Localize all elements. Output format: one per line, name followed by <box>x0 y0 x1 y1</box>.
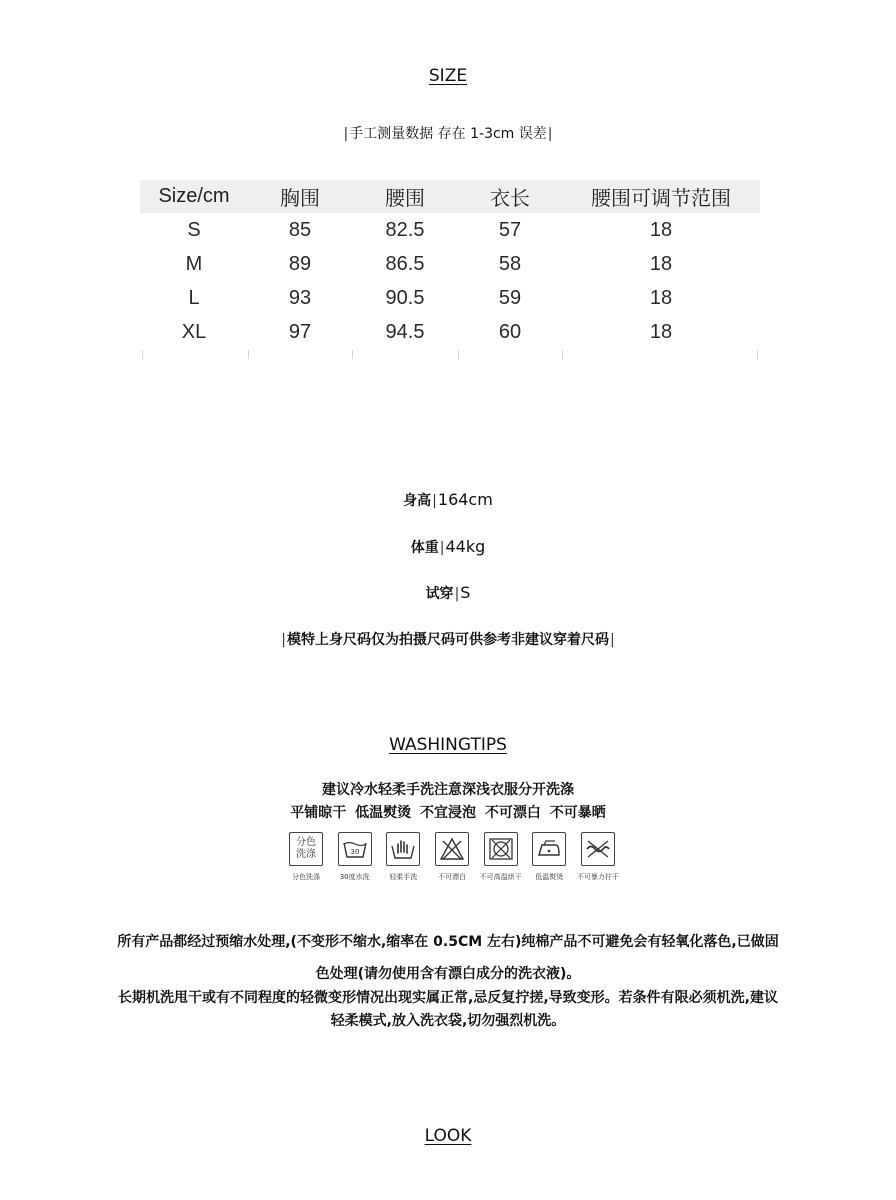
washing-line-1: 建议冷水轻柔手洗注意深浅衣服分开洗涤 <box>322 782 574 798</box>
header-waist-adjust: 腰围可调节范围 <box>591 188 731 210</box>
care-icon-caption: 不可高温烘干 <box>479 873 522 881</box>
model-tryon: 试穿|S <box>425 583 471 602</box>
divider-tick <box>248 350 249 359</box>
notice-line-3: 长期机洗甩干或有不同程度的轻微变形情况出现实属正常,忌反复拧搓,导致变形。若条件有限必须机洗,建议 <box>118 990 778 1006</box>
wash-30-icon <box>338 832 372 866</box>
row-bust: 93 <box>288 286 312 309</box>
care-icon-item <box>333 832 377 882</box>
care-icon-caption: 30度水洗 <box>339 873 370 881</box>
care-icon-caption: 分色洗涤 <box>292 873 320 881</box>
low-iron-icon <box>532 832 566 866</box>
tryon-value: S <box>460 583 471 602</box>
table-row <box>140 315 760 349</box>
height-value: 164cm <box>437 490 493 509</box>
separate-wash-icon: 分色 洗涤 <box>289 832 323 866</box>
care-icon-caption: 低温熨烫 <box>535 873 564 881</box>
wash-temp-text: 30 <box>350 848 360 856</box>
notice-line-4: 轻柔模式,放入洗衣袋,切勿强烈机洗。 <box>330 1013 566 1029</box>
divider-tick <box>352 350 353 359</box>
look-heading: LOOK <box>424 1126 472 1146</box>
care-icon-caption: 轻柔手洗 <box>389 873 418 881</box>
size-heading: SIZE <box>428 66 468 86</box>
row-size: M <box>185 252 203 275</box>
row-length: 58 <box>498 252 522 275</box>
divider-tick <box>757 350 758 359</box>
row-length: 59 <box>498 286 522 309</box>
care-icons <box>284 832 620 882</box>
no-bleach-icon <box>435 832 469 866</box>
divider-tick <box>458 350 459 359</box>
model-height: 身高|164cm <box>403 490 493 509</box>
size-table <box>140 180 760 349</box>
care-icon-caption: 不可暴力拧干 <box>576 873 619 881</box>
model-weight: 体重|44kg <box>410 537 486 556</box>
hand-wash-icon <box>386 832 420 866</box>
weight-label: 体重 <box>410 540 439 556</box>
row-waist: 94.5 <box>385 320 425 343</box>
notice-line-1: 所有产品都经过预缩水处理,(不变形不缩水,缩率在 0.5CM 左右)纯棉产品不可避免会有轻氧化落色,已做固 <box>117 934 779 950</box>
row-waist-adjust: 18 <box>649 218 673 241</box>
care-icon-item <box>430 832 474 882</box>
notice-line-2: 色处理(请勿使用含有漂白成分的洗衣液)。 <box>315 966 581 982</box>
tryon-label: 试穿 <box>425 586 454 602</box>
care-icon-caption: 不可漂白 <box>437 873 466 881</box>
height-label: 身高 <box>403 493 432 509</box>
table-row <box>140 213 760 247</box>
row-waist-adjust: 18 <box>649 286 673 309</box>
row-waist-adjust: 18 <box>649 320 673 343</box>
row-waist: 82.5 <box>385 218 425 241</box>
care-icon-item <box>479 832 523 882</box>
row-bust: 85 <box>288 218 312 241</box>
table-divider-ticks <box>140 350 760 360</box>
no-tumble-dry-icon <box>484 832 518 866</box>
care-icon-item <box>576 832 620 882</box>
row-bust: 89 <box>288 252 312 275</box>
row-length: 57 <box>498 218 522 241</box>
model-size-note: |模特上身尺码仅为拍摄尺码可供参考非建议穿着尺码| <box>281 632 615 648</box>
header-size: Size/cm <box>158 185 230 207</box>
row-bust: 97 <box>288 320 312 343</box>
row-waist: 86.5 <box>385 252 425 275</box>
header-waist: 腰围 <box>385 188 425 210</box>
washing-heading: WASHINGTIPS <box>389 735 507 755</box>
model-size-note-text: 模特上身尺码仅为拍摄尺码可供参考非建议穿着尺码 <box>287 632 609 648</box>
row-length: 60 <box>498 320 522 343</box>
row-waist: 90.5 <box>385 286 425 309</box>
table-row <box>140 281 760 315</box>
no-wring-icon <box>581 832 615 866</box>
row-size: S <box>187 218 201 241</box>
header-length: 衣长 <box>490 188 530 210</box>
divider-tick <box>142 350 143 359</box>
row-size: L <box>188 286 200 309</box>
header-bust: 胸围 <box>280 188 320 210</box>
row-waist-adjust: 18 <box>649 252 673 275</box>
row-size: XL <box>181 320 207 343</box>
care-icon-item <box>284 832 328 882</box>
size-table-header <box>140 180 760 213</box>
washing-line-2: 平铺晾干 低温熨烫 不宜浸泡 不可漂白 不可暴晒 <box>290 805 606 821</box>
table-row <box>140 247 760 281</box>
measurement-note: |手工测量数据 存在 1-3cm 误差| <box>343 126 553 142</box>
divider-tick <box>562 350 563 359</box>
measurement-note-text: 手工测量数据 存在 1-3cm 误差 <box>349 126 547 142</box>
care-icon-item <box>381 832 425 882</box>
weight-value: 44kg <box>445 537 486 556</box>
care-icon-item <box>527 832 571 882</box>
